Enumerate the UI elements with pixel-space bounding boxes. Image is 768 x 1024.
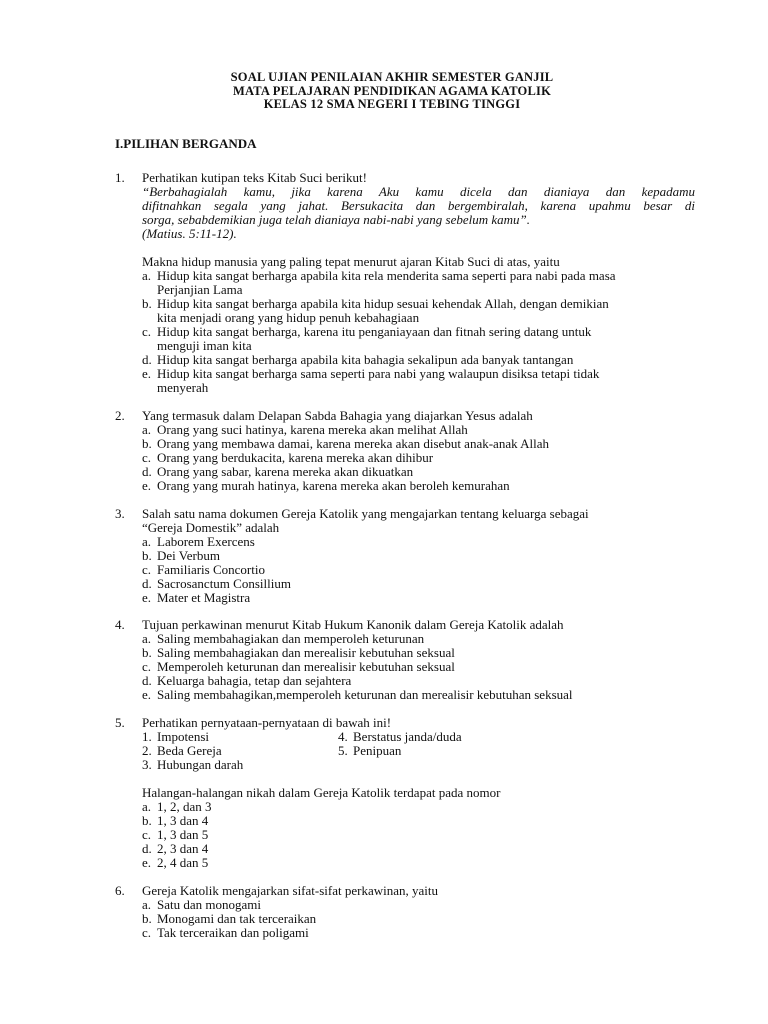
question-stem: Salah satu nama dokumen Gereja Katolik yang mengajarkan tentang keluarga sebagai xyxy=(142,506,589,521)
section-title: I.PILIHAN BERGANDA xyxy=(115,136,257,151)
question-stem-cont: “Gereja Domestik” adalah xyxy=(142,520,280,535)
question-4 xyxy=(115,618,695,702)
statement-4: 4. Berstatus janda/duda xyxy=(338,729,462,744)
option-c[interactable]: c. 1, 3 dan 5 xyxy=(142,827,209,842)
option-d[interactable]: d. 2, 3 dan 4 xyxy=(142,841,209,856)
option-c[interactable]: c. Familiaris Concortio xyxy=(142,562,265,577)
question-3 xyxy=(115,507,695,605)
quote-line: “Berbahagialah kamu, jika karena Aku kamu dicela dan dianiaya dan kepadamu xyxy=(142,184,695,199)
option-a[interactable]: a. Hidup kita sangat berharga apabila kita rela menderita sama seperti para nabi pada masa Perjanjian Lama xyxy=(142,268,616,297)
header-title: SOAL UJIAN PENILAIAN AKHIR SEMESTER GANJIL xyxy=(230,70,554,84)
option-e[interactable]: e. Orang yang murah hatinya, karena mereka akan beroleh kemurahan xyxy=(142,478,510,493)
document-header xyxy=(0,71,768,112)
question-number: 2. xyxy=(115,408,125,423)
option-b[interactable]: b. Hidup kita sangat berharga apabila kita hidup sesuai kehendak Allah, dengan demikian kita menjadi orang yang hidup penuh kebahagiaan xyxy=(142,296,609,325)
question-number: 6. xyxy=(115,883,125,898)
header-class: KELAS 12 SMA NEGERI I TEBING TINGGI xyxy=(263,97,521,111)
question-5 xyxy=(115,716,695,870)
quote-line: difitnahkan segala yang jahat. Bersukacita dan bergembiralah, karena upahmu besar di xyxy=(142,198,695,213)
question-stem: Gereja Katolik mengajarkan sifat-sifat perkawinan, yaitu xyxy=(142,883,438,898)
question-intro: Perhatikan pernyataan-pernyataan di bawah ini! xyxy=(142,715,392,730)
option-a[interactable]: a. Laborem Exercens xyxy=(142,534,255,549)
question-number: 5. xyxy=(115,715,125,730)
statement-row xyxy=(142,758,695,772)
option-d[interactable]: d. Hidup kita sangat berharga apabila kita bahagia sekalipun ada banyak tantangan xyxy=(142,352,574,367)
statement-row xyxy=(142,730,695,744)
quote-line: sorga, sebabdemikian juga telah dianiaya nabi-nabi yang sebelum kamu”. xyxy=(142,212,531,227)
statement-5: 5. Penipuan xyxy=(338,743,402,758)
option-d[interactable]: d. Orang yang sabar, karena mereka akan dikuatkan xyxy=(142,464,414,479)
option-c[interactable]: c. Orang yang berdukacita, karena mereka akan dihibur xyxy=(142,450,434,465)
option-d[interactable]: d. Sacrosanctum Consillium xyxy=(142,576,291,591)
statement-1: 1. Impotensi xyxy=(142,729,209,744)
option-c[interactable]: c. Tak terceraikan dan poligami xyxy=(142,925,309,940)
question-2 xyxy=(115,409,695,493)
question-number: 4. xyxy=(115,617,125,632)
option-b[interactable]: b. Dei Verbum xyxy=(142,548,220,563)
option-b[interactable]: b. 1, 3 dan 4 xyxy=(142,813,209,828)
option-e[interactable]: e. Hidup kita sangat berharga sama seperti para nabi yang walaupun disiksa tetapi tidak menyerah xyxy=(142,366,600,395)
header-subject: MATA PELAJARAN PENDIDIKAN AGAMA KATOLIK xyxy=(232,83,551,98)
statement-row xyxy=(142,744,695,758)
option-a[interactable]: a. Satu dan monogami xyxy=(142,897,261,912)
question-number: 3. xyxy=(115,506,125,521)
option-e[interactable]: e. Mater et Magistra xyxy=(142,590,251,605)
question-intro: Perhatikan kutipan teks Kitab Suci berikut! xyxy=(142,170,367,185)
option-b[interactable]: b. Orang yang membawa damai, karena mereka akan disebut anak-anak Allah xyxy=(142,436,549,451)
scripture-quote xyxy=(142,185,695,241)
question-stem: Tujuan perkawinan menurut Kitab Hukum Kanonik dalam Gereja Katolik adalah xyxy=(142,617,564,632)
question-1 xyxy=(115,171,695,395)
option-c[interactable]: c. Memperoleh keturunan dan merealisir kebutuhan seksual xyxy=(142,659,455,674)
option-e[interactable]: e. 2, 4 dan 5 xyxy=(142,855,209,870)
question-number: 1. xyxy=(115,170,125,185)
option-a[interactable]: a. Saling membahagiakan dan memperoleh keturunan xyxy=(142,631,425,646)
question-stem: Halangan-halangan nikah dalam Gereja Katolik terdapat pada nomor xyxy=(142,785,501,800)
quote-reference: (Matius. 5:11-12). xyxy=(142,226,237,241)
option-b[interactable]: b. Monogami dan tak terceraikan xyxy=(142,911,317,926)
question-stem: Yang termasuk dalam Delapan Sabda Bahagia yang diajarkan Yesus adalah xyxy=(142,408,533,423)
question-6 xyxy=(115,884,695,940)
option-a[interactable]: a. 1, 2, dan 3 xyxy=(142,799,212,814)
option-e[interactable]: e. Saling membahagikan,memperoleh keturunan dan merealisir kebutuhan seksual xyxy=(142,687,573,702)
option-a[interactable]: a. Orang yang suci hatinya, karena mereka akan melihat Allah xyxy=(142,422,468,437)
statement-2: 2. Beda Gereja xyxy=(142,743,222,758)
statement-3: 3. Hubungan darah xyxy=(142,757,244,772)
question-stem: Makna hidup manusia yang paling tepat menurut ajaran Kitab Suci di atas, yaitu xyxy=(142,254,560,269)
option-d[interactable]: d. Keluarga bahagia, tetap dan sejahtera xyxy=(142,673,352,688)
option-b[interactable]: b. Saling membahagiakan dan merealisir kebutuhan seksual xyxy=(142,645,455,660)
option-c[interactable]: c. Hidup kita sangat berharga, karena itu penganiayaan dan fitnah sering datang untuk menguji iman kita xyxy=(142,324,592,353)
